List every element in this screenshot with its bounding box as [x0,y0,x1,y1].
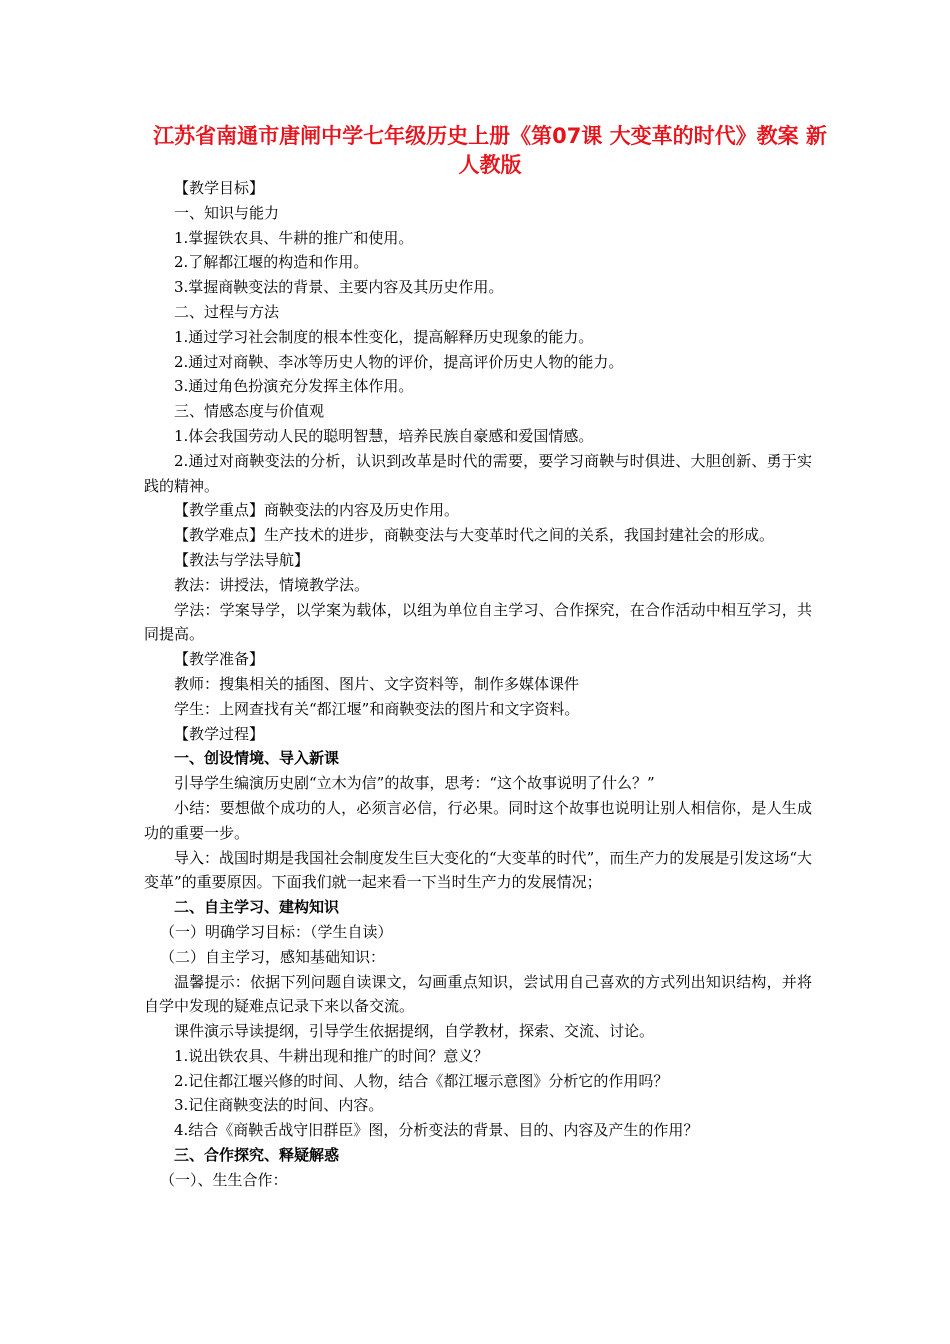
paragraph: 引导学生编演历史剧“立木为信”的故事，思考：“这个故事说明了什么？” [174,774,655,793]
paragraph: 1.通过学习社会制度的根本性变化，提高解释历史现象的能力。 [174,327,594,346]
paragraph: 学生：上网查找有关“都江堰”和商鞅变法的图片和文字资料。 [174,699,580,718]
paragraph: 4.结合《商鞅舌战守旧群臣》图，分析变法的背景、目的、内容及产生的作用？ [174,1121,699,1140]
paragraph: 2.了解都江堰的构造和作用。 [174,253,369,272]
subheading-step-three: 三、合作探究、释疑解惑 [174,1146,340,1165]
document-body [144,176,812,1193]
paragraph: 2.通过对商鞅、李冰等历史人物的评价，提高评价历史人物的能力。 [174,352,624,371]
paragraph: 2.通过对商鞅变法的分析，认识到改革是时代的需要，要学习商鞅与时俱进、大胆创新、勇于实践的精神。 [144,451,812,495]
section-teaching-difficulty: 【教学难点】生产技术的进步，商鞅变法与大变革时代之间的关系，我国封建社会的形成。 [174,526,775,545]
paragraph: 小结：要想做个成功的人，必须言必信，行必果。同时这个故事也说明让别人相信你，是人生成功的重要一步。 [144,798,812,842]
section-heading-process: 【教学过程】 [174,724,265,743]
subheading-step-two: 二、自主学习、建构知识 [174,898,340,917]
paragraph: 教师：搜集相关的插图、图片、文字资料等，制作多媒体课件 [174,674,580,693]
paragraph: 1.掌握铁农具、牛耕的推广和使用。 [174,228,414,247]
paragraph: 1.体会我国劳动人民的聪明智慧，培养民族自豪感和爱国情感。 [174,426,594,445]
paragraph: 3.掌握商鞅变法的背景、主要内容及其历史作用。 [174,278,504,297]
subheading-knowledge-ability: 一、知识与能力 [174,203,280,222]
paragraph: 3.记住商鞅变法的时间、内容。 [174,1096,384,1115]
subheading-step-one: 一、创设情境、导入新课 [174,749,340,768]
section-teaching-focus: 【教学重点】商鞅变法的内容及历史作用。 [174,501,460,520]
document-title: 江苏省南通市唐闸中学七年级历史上册《第07课 大变革的时代》教案 新人教版 [153,124,827,177]
subheading-emotion-values: 三、情感态度与价值观 [174,402,325,421]
section-heading-methods: 【教法与学法导航】 [174,550,310,569]
paragraph: 1.说出铁农具、牛耕出现和推广的时间？意义？ [174,1046,489,1065]
paragraph: 3.通过角色扮演充分发挥主体作用。 [174,377,414,396]
paragraph: （一）明确学习目标：（学生自读） [160,922,393,941]
paragraph: 导入：战国时期是我国社会制度发生巨大变化的“大变革的时代”，而生产力的发展是引发这场“大变革”的重要原因。下面我们就一起来看一下当时生产力的发展情况； [144,848,813,892]
section-heading-teaching-goals: 【教学目标】 [174,179,265,197]
paragraph: 温馨提示：依据下列问题自读课文，勾画重点知识，尝试用自己喜欢的方式列出知识结构，并将自学中发现的疑难点记录下来以备交流。 [144,972,812,1016]
section-heading-preparation: 【教学准备】 [174,650,265,669]
paragraph: （一）、生生合作： [160,1170,288,1189]
paragraph: 2.记住都江堰兴修的时间、人物，结合《都江堰示意图》分析它的作用吗？ [174,1071,669,1090]
paragraph: 课件演示导读提纲，引导学生依据提纲，自学教材，探索、交流、讨论。 [174,1022,655,1041]
paragraph: （二）自主学习，感知基础知识： [160,947,386,966]
subheading-process-method: 二、过程与方法 [174,302,280,321]
paragraph: 学法：学案导学，以学案为载体，以组为单位自主学习、合作探究，在合作活动中相互学习，共同提高。 [144,600,812,644]
paragraph: 教法：讲授法，情境教学法。 [174,575,370,594]
